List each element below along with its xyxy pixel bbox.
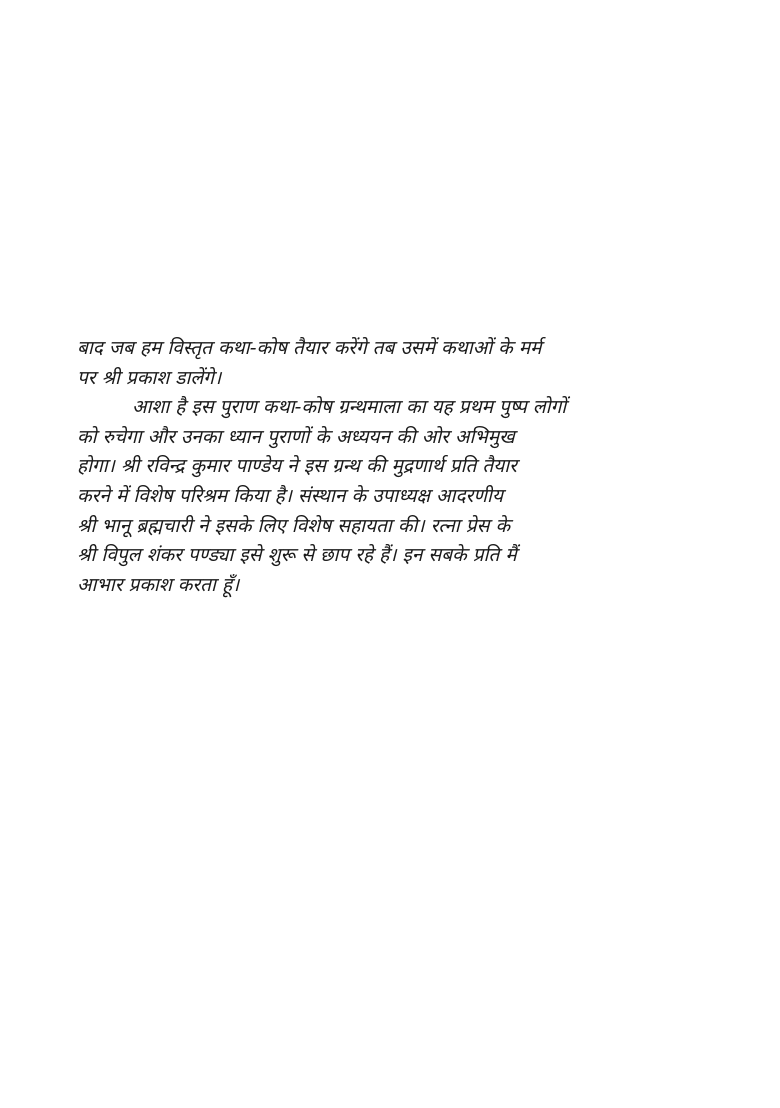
text-line: को रुचेगा और उनका ध्यान पुराणों के अध्ययन की ओर अभिमुख: [77, 425, 515, 448]
body-text: [77, 334, 705, 600]
text-line: श्री विपुल शंकर पण्ड्या इसे शुरू से छाप रहे हैं। इन सबके प्रति मैं: [77, 544, 517, 567]
text-line: बाद जब हम विस्तृत कथा-कोष तैयार करेंगे तब उसमें कथाओं के मर्म: [77, 337, 542, 359]
text-line: करने में विशेष परिश्रम किया है। संस्थान के उपाध्यक्ष आदरणीय: [77, 484, 503, 507]
paragraph-start-line: आशा है इस पुराण कथा-कोष ग्रन्थमाला का यह प्रथम पुष्प लोगों: [132, 396, 567, 419]
text-line: आभार प्रकाश करता हूँ।: [77, 573, 240, 596]
text-line: पर श्री प्रकाश डालेंगे।: [77, 366, 222, 389]
text-line: श्री भानू ब्रह्मचारी ने इसके लिए विशेष सहायता की। रत्ना प्रेस के: [77, 514, 511, 537]
text-line: होगा। श्री रविन्द्र कुमार पाण्डेय ने इस ग्रन्थ की मुद्रणार्थ प्रति तैयार: [77, 455, 517, 478]
